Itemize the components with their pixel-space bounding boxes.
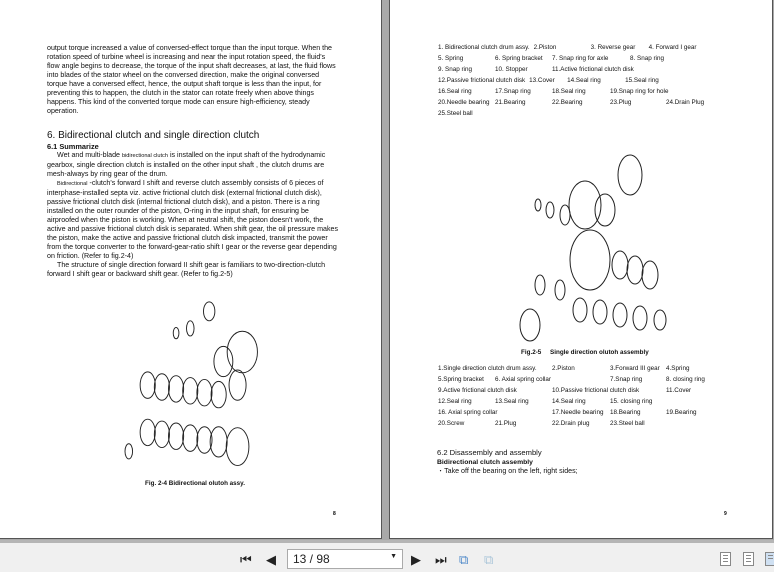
part-label: 7.Snap ring: [610, 376, 643, 383]
part-label: 15. closing ring: [610, 398, 653, 405]
figure-caption: Fig.2-5 Single direction olutoh assembly: [521, 349, 649, 356]
parts-list-2: [438, 365, 726, 431]
part-label: 4.Spring: [666, 365, 690, 372]
paragraph-2: Bidirectional -clutch's forward I shift and reverse clutch assembly consists of 6 pieces of interphase-installed septa viz. active frictional clutch disk (external frictional clutch disk), passive frictional clutch disk (internal frictional clutch disk), and a piston. There is a ring installed on the outer rounder of the piston, O-ring in the input shaft, for ensuring be airproofed when the piston is working. When at neutral shift, the piston doesn't work, the active and passive frictional clutch disk is separated. When shift gear, the oil pressure makes the piston, make the active and passive frictional clutch disk impacted, transmit the power from the torque converter to the forward-gear-ratio shift I gear or the reverse gear depending on friction. (Refer to fig.2-4): [47, 179, 338, 260]
part-label: 1. Bidirectional clutch drum assy.: [438, 44, 530, 51]
part-label: 25.Steel ball: [438, 110, 473, 117]
part-label: 2.Piston: [533, 44, 557, 51]
figure-caption: Fig. 2-4 Bidirectional olutoh assy.: [145, 480, 245, 487]
part-label: 17.Needle bearing: [552, 409, 604, 416]
part-label: 14.Seal ring: [567, 77, 601, 84]
part-label: 20.Needle bearing: [438, 99, 490, 106]
part-label: 13.Cover: [529, 77, 555, 84]
section-heading: 6. Bidirectional clutch and single direction clutch: [47, 130, 260, 141]
parts-row: [438, 420, 726, 431]
parts-row: [438, 365, 726, 376]
parts-row: [438, 44, 736, 55]
parts-row: [438, 409, 726, 420]
part-label: 16.Seal ring: [438, 88, 472, 95]
part-label: 8. Snap ring: [630, 55, 664, 62]
page-number: 9: [724, 511, 727, 517]
part-label: 9. Snap ring: [438, 66, 472, 73]
parts-row: [438, 77, 736, 88]
part-label: 1.Single direction clutch drum assy.: [438, 365, 537, 372]
paragraph-1: Wet and multi-blade bidirectional clutch is installed on the input shaft of the hydrodynamic gearbox, single direction clutch is installed on the other input shaft , the clutch drums are mesh-always by ring gear of the drum.: [47, 151, 326, 178]
part-label: 4. Forward I gear: [648, 44, 697, 51]
last-page-icon[interactable]: ⏭: [435, 552, 447, 567]
part-label: 19.Snap ring for hole: [610, 88, 669, 95]
part-label: 24.Drain Plug: [666, 99, 705, 106]
page-8-text: [47, 44, 339, 279]
part-label: 5.Spring bracket: [438, 376, 484, 383]
part-label: 15.Seal ring: [625, 77, 659, 84]
parts-list-1: [438, 44, 736, 121]
subsection-heading: 6.1 Summarize: [47, 142, 99, 151]
parts-row: [438, 110, 736, 121]
parts-row: [438, 66, 736, 77]
page-display: 13 / 98: [293, 552, 330, 566]
part-label: 18.Seal ring: [552, 88, 586, 95]
part-label: 11.Cover: [666, 387, 692, 394]
part-label: 10. Stopper: [495, 66, 528, 73]
figure-2-5-diagram: [510, 150, 680, 345]
rotate-back-icon[interactable]: ⧉: [484, 552, 494, 567]
bullet-item: ・Take off the bearing on the left, right sides;: [437, 467, 578, 475]
part-label: 10.Passive frictional clutch disk: [552, 387, 640, 394]
parts-row: [438, 387, 726, 398]
part-label: 23.Steel ball: [610, 420, 645, 427]
next-page-icon[interactable]: ▶: [411, 552, 421, 567]
part-label: 13.Seal ring: [495, 398, 529, 405]
paragraph-3: The structure of single direction forward II shift gear is familiars to two-direction-clutch forward I shift gear or backward shift gear. (Refer to fig.2-5): [47, 261, 326, 278]
figure-2-4-diagram: [115, 300, 275, 475]
single-page-view-icon[interactable]: [720, 552, 731, 566]
page-number: 8: [333, 511, 336, 517]
part-label: 23.Plug: [610, 99, 632, 106]
pdf-page-9: [389, 0, 773, 539]
part-label: 21.Plug: [495, 420, 517, 427]
part-label: 11.Active frictional clutch disk: [552, 66, 634, 73]
part-label: 20.Screw: [438, 420, 465, 427]
part-label: 21.Bearing: [495, 99, 526, 106]
subsection-heading: Bidirectional clutch assembly: [437, 459, 533, 466]
page-selector[interactable]: [287, 549, 403, 569]
two-page-view-icon[interactable]: [765, 552, 774, 566]
part-label: 2.Piston: [552, 365, 575, 372]
part-label: 6. Spring bracket: [495, 55, 543, 62]
rotate-icon[interactable]: ⧉: [459, 552, 469, 567]
section-heading: 6.2 Disassembly and assembly: [437, 448, 542, 457]
continuous-view-icon[interactable]: [743, 552, 754, 566]
part-label: 16. Axial spring collar: [438, 409, 498, 416]
chevron-down-icon: ▼: [390, 553, 397, 560]
parts-row: [438, 398, 726, 409]
first-page-icon[interactable]: ⏮: [240, 552, 252, 567]
part-label: 8. closing ring: [666, 376, 705, 383]
parts-row: [438, 55, 736, 66]
viewer-toolbar: [0, 540, 774, 572]
parts-row: [438, 376, 726, 387]
prev-page-icon[interactable]: ◀: [266, 552, 276, 567]
part-label: 17.Snap ring: [495, 88, 531, 95]
part-label: 6. Axial spring collar: [495, 376, 551, 383]
part-label: 5. Spring: [438, 55, 464, 62]
part-label: 3. Reverse gear: [590, 44, 636, 51]
part-label: 7. Snap ring for axle: [552, 55, 609, 62]
part-label: 22.Drain plug: [552, 420, 590, 427]
parts-row: [438, 99, 736, 110]
part-label: 9.Active frictional clutch disk: [438, 387, 517, 394]
part-label: 18.Bearing: [610, 409, 641, 416]
part-label: 14.Seal ring: [552, 398, 586, 405]
part-label: 12.Seal ring: [438, 398, 472, 405]
part-label: 3.Forward III gear: [610, 365, 660, 372]
part-label: 12.Passive frictional clutch disk: [438, 77, 526, 84]
part-label: 22.Bearing: [552, 99, 583, 106]
intro-paragraph: output torque increased a value of conversed-effect torque than the input torque. When the rotation speed of turbine wheel is increasing and near the input rotation speed, the fluid's flow angle begins to decrease, the torque of the input shaft decreases, at last, the fluid flows into blades of the stator wheel on the conversed direction, make the original conversed torque have a conversed effect, hence, the output shaft torque is less than the input, for preventing this to happen, the clutch in the stator can rotate freely when above things happens. This kind of the converted torque mode can ensure high-efficiency, steady operation.: [47, 44, 336, 115]
parts-row: [438, 88, 736, 99]
pdf-page-8: [0, 0, 382, 539]
part-label: 19.Bearing: [666, 409, 697, 416]
